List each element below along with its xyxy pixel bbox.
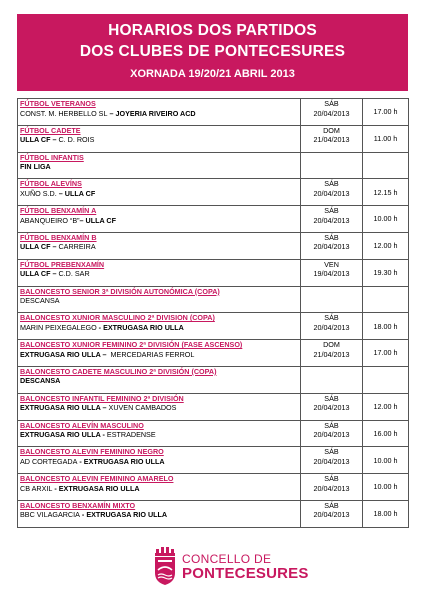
home-team: DESCANSA xyxy=(20,296,60,306)
match-cell xyxy=(18,206,301,233)
match-teams xyxy=(20,269,298,279)
table-row xyxy=(18,313,409,340)
match-teams xyxy=(20,376,298,386)
home-team: ULLA CF xyxy=(20,269,51,279)
match-teams xyxy=(20,430,298,440)
schedule-table xyxy=(17,98,409,528)
match-date: 20/04/2013 xyxy=(313,188,350,198)
match-cell xyxy=(18,393,301,420)
team-separator: – xyxy=(50,135,59,145)
category-label: BALONCESTO CADETE MASCULINO 2ª DIVISIÓN (COPA) xyxy=(20,366,217,376)
match-teams xyxy=(20,135,298,145)
date-cell xyxy=(301,500,363,527)
match-date: 20/04/2013 xyxy=(313,510,350,520)
match-date: 20/04/2013 xyxy=(313,215,350,225)
category-label: BALONCESTO XUNIOR MASCULINO 2ª DIVISION (COPA) xyxy=(20,313,215,323)
match-day: SÁB xyxy=(324,474,339,484)
table-row xyxy=(18,232,409,259)
category-label: FÚTBOL PREBENXAMÍN xyxy=(20,259,105,269)
team-separator: – xyxy=(50,269,59,279)
home-team: CONST. M. HERBELLO SL xyxy=(20,108,108,118)
crest-icon xyxy=(152,546,178,586)
home-team: ABANQUEIRO “B” xyxy=(20,215,80,225)
match-time: 12.15 h xyxy=(363,179,409,206)
team-separator: - xyxy=(79,510,87,520)
match-cell xyxy=(18,447,301,474)
table-row xyxy=(18,420,409,447)
match-cell xyxy=(18,286,301,313)
home-team: DESCANSA xyxy=(20,376,61,386)
match-cell xyxy=(18,474,301,501)
table-row xyxy=(18,393,409,420)
match-teams xyxy=(20,403,298,413)
table-row xyxy=(18,259,409,286)
team-separator: – xyxy=(100,403,109,413)
match-cell xyxy=(18,179,301,206)
away-team: MERCEDARIAS FERROL xyxy=(110,349,195,359)
category-label: FÚTBOL ALEVÍNS xyxy=(20,179,82,189)
match-teams xyxy=(20,162,298,172)
table-row xyxy=(18,474,409,501)
category-label: BALONCESTO ALEVIN FEMININO NEGRO xyxy=(20,447,164,457)
table-row xyxy=(18,99,409,126)
category-label: BALONCESTO ALEVIN FEMININO AMARELO xyxy=(20,474,174,484)
match-day: SÁB xyxy=(324,99,339,108)
team-separator: - xyxy=(77,456,84,466)
table-row xyxy=(18,366,409,393)
away-team: EXTRUGASA RIO ULLA xyxy=(103,322,184,332)
team-separator: - xyxy=(52,483,59,493)
category-label: BALONCESTO ALEVÍN MASCULINO xyxy=(20,420,144,430)
match-cell xyxy=(18,313,301,340)
match-date: 20/04/2013 xyxy=(313,483,350,493)
match-time xyxy=(363,286,409,313)
away-team: EXTRUGASA RIO ULLA xyxy=(86,510,168,520)
match-day: SÁB xyxy=(324,206,339,216)
home-team: AD CORTEGADA xyxy=(20,456,78,466)
match-date: 21/04/2013 xyxy=(313,349,350,359)
match-time: 18.00 h xyxy=(363,313,409,340)
match-teams xyxy=(20,510,298,520)
match-date: 20/04/2013 xyxy=(313,456,350,466)
match-cell xyxy=(18,366,301,393)
home-team: EXTRUGASA RIO ULLA xyxy=(20,403,101,413)
match-date: 21/04/2013 xyxy=(313,135,350,145)
away-team: C. D. ROIS xyxy=(58,135,95,145)
team-separator: – xyxy=(100,349,111,359)
away-team: ESTRADENSE xyxy=(106,430,156,440)
category-label: FÚTBOL BENXAMÍN B xyxy=(20,232,97,242)
match-teams xyxy=(20,216,298,226)
category-label: BALONCESTO BENXAMÍN MIXTO xyxy=(20,500,136,510)
home-team: ULLA CF xyxy=(20,242,51,252)
date-cell xyxy=(301,420,363,447)
away-team: ULLA CF xyxy=(85,215,116,225)
home-team: FIN LIGA xyxy=(20,162,51,172)
header-subtitle: XORNADA 19/20/21 ABRIL 2013 xyxy=(130,68,295,80)
team-separator: – xyxy=(79,215,86,225)
home-team: EXTRUGASA RIO ULLA xyxy=(20,430,101,440)
match-cell xyxy=(18,152,301,179)
team-separator: – xyxy=(56,188,65,198)
category-label: BALONCESTO XUNIOR FEMININO 2ª DIVISIÓN (FASE ASCENSO) xyxy=(20,340,243,350)
match-time: 10.00 h xyxy=(363,474,409,501)
match-time: 18.00 h xyxy=(363,500,409,527)
match-day: SÁB xyxy=(324,393,339,403)
match-time: 17.00 h xyxy=(363,340,409,367)
match-day: SÁB xyxy=(324,313,339,323)
home-team: ULLA CF xyxy=(20,135,51,145)
match-cell xyxy=(18,232,301,259)
home-team: MARIN PEIXEGALEGO xyxy=(20,322,97,332)
away-team: ULLA CF xyxy=(64,188,96,198)
match-date: 20/04/2013 xyxy=(313,108,350,118)
match-time: 12.00 h xyxy=(363,232,409,259)
away-team: XUVEN CAMBADOS xyxy=(108,403,177,413)
category-label: FÚTBOL VETERANOS xyxy=(20,99,96,108)
match-cell xyxy=(18,125,301,152)
date-cell xyxy=(301,393,363,420)
match-teams xyxy=(20,296,298,306)
match-teams xyxy=(20,109,298,119)
match-time: 10.00 h xyxy=(363,206,409,233)
footer-line2: PONTECESURES xyxy=(182,565,309,582)
date-cell xyxy=(301,447,363,474)
match-cell xyxy=(18,259,301,286)
match-cell xyxy=(18,99,301,126)
away-team: EXTRUGASA RIO ULLA xyxy=(83,456,165,466)
table-row xyxy=(18,500,409,527)
page-header xyxy=(17,14,408,91)
match-time: 17.00 h xyxy=(363,99,409,126)
footer-logo xyxy=(148,544,309,590)
match-teams xyxy=(20,189,298,199)
footer-line1: CONCELLO DE xyxy=(182,552,272,566)
match-teams xyxy=(20,484,298,494)
team-separator: – xyxy=(107,108,116,118)
match-date: 20/04/2013 xyxy=(313,403,350,413)
category-label: BALONCESTO SENIOR 3ª DIVISIÓN AUTONÓMICA (COPA) xyxy=(20,286,220,296)
team-separator: - xyxy=(96,322,104,332)
category-label: FÚTBOL CADETE xyxy=(20,125,81,135)
date-cell xyxy=(301,474,363,501)
header-title-line2: DOS CLUBES DE PONTECESURES xyxy=(79,43,346,60)
date-cell xyxy=(301,206,363,233)
match-time: 11.00 h xyxy=(363,125,409,152)
match-day: SÁB xyxy=(324,420,339,430)
away-team: JOYERIA RIVEIRO ACD xyxy=(115,108,196,118)
match-cell xyxy=(18,340,301,367)
match-teams xyxy=(20,350,298,360)
date-cell xyxy=(301,152,363,179)
table-row xyxy=(18,206,409,233)
category-label: FÚTBOL INFANTIS xyxy=(20,152,84,162)
category-label: BALONCESTO INFANTIL FEMININO 2ª DIVISIÓN xyxy=(20,393,184,403)
header-title-line1: HORARIOS DOS PARTIDOS xyxy=(108,22,317,39)
date-cell xyxy=(301,259,363,286)
match-time: 16.00 h xyxy=(363,420,409,447)
match-date: 20/04/2013 xyxy=(313,430,350,440)
date-cell xyxy=(301,366,363,393)
date-cell xyxy=(301,99,363,126)
match-cell xyxy=(18,500,301,527)
home-team: BBC VILAGARCIA xyxy=(20,510,80,520)
match-day: SÁB xyxy=(324,179,339,189)
team-separator: – xyxy=(50,242,59,252)
date-cell xyxy=(301,232,363,259)
match-day: DOM xyxy=(323,340,340,350)
table-row xyxy=(18,447,409,474)
home-team: CB ARXIL xyxy=(20,483,53,493)
match-date: 19/04/2013 xyxy=(313,269,350,279)
match-day: DOM xyxy=(323,125,340,135)
match-time: 12.00 h xyxy=(363,393,409,420)
date-cell xyxy=(301,125,363,152)
team-separator: - xyxy=(100,430,107,440)
home-team: XUÑO S.D. xyxy=(20,188,57,198)
date-cell xyxy=(301,286,363,313)
match-teams xyxy=(20,242,298,252)
match-day: VEN xyxy=(324,259,339,269)
table-row xyxy=(18,286,409,313)
date-cell xyxy=(301,313,363,340)
match-day: SÁB xyxy=(324,500,339,510)
match-time: 10.00 h xyxy=(363,447,409,474)
match-time xyxy=(363,152,409,179)
date-cell xyxy=(301,340,363,367)
away-team: EXTRUGASA RIO ULLA xyxy=(58,483,140,493)
match-cell xyxy=(18,420,301,447)
table-row xyxy=(18,340,409,367)
match-day: SÁB xyxy=(324,232,339,242)
match-day: SÁB xyxy=(324,447,339,457)
match-teams xyxy=(20,323,298,333)
table-row xyxy=(18,125,409,152)
match-date: 20/04/2013 xyxy=(313,322,350,332)
match-date: 20/04/2013 xyxy=(313,242,350,252)
match-teams xyxy=(20,457,298,467)
table-row xyxy=(18,179,409,206)
table-row xyxy=(18,152,409,179)
match-time: 19.30 h xyxy=(363,259,409,286)
home-team: EXTRUGASA RIO ULLA xyxy=(20,349,101,359)
category-label: FÚTBOL BENXAMÍN A xyxy=(20,206,97,216)
away-team: CARREIRA xyxy=(58,242,96,252)
date-cell xyxy=(301,179,363,206)
away-team: C.D. SAR xyxy=(58,269,90,279)
match-time xyxy=(363,366,409,393)
